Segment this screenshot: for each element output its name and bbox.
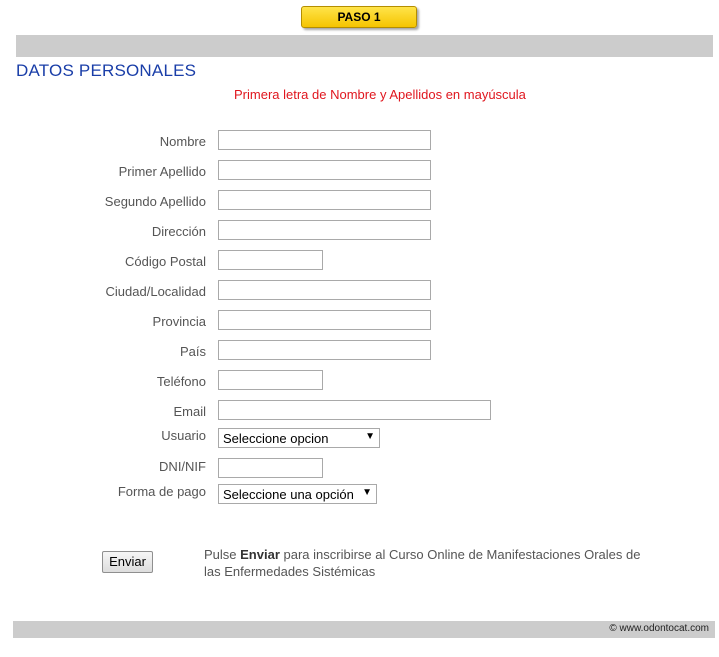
nombre-label: Nombre bbox=[159, 134, 206, 149]
dni-input[interactable] bbox=[218, 458, 323, 478]
dropdown-arrow-icon: ▼ bbox=[362, 487, 372, 498]
telefono-label: Teléfono bbox=[156, 374, 206, 389]
section-title: DATOS PERSONALES bbox=[16, 61, 197, 80]
dropdown-arrow-icon: ▼ bbox=[365, 431, 375, 442]
enviar-button[interactable]: Enviar bbox=[102, 551, 153, 573]
ciudad-label: Ciudad/Localidad bbox=[105, 284, 206, 299]
forma-pago-selected-value: Seleccione una opción bbox=[223, 487, 354, 502]
ciudad-input[interactable] bbox=[218, 280, 431, 300]
primer-apellido-input[interactable] bbox=[218, 160, 431, 180]
pais-label: País bbox=[179, 344, 206, 359]
dni-label: DNI/NIF bbox=[159, 459, 206, 474]
provincia-label: Provincia bbox=[152, 314, 206, 329]
email-label: Email bbox=[173, 404, 206, 419]
direccion-input[interactable] bbox=[218, 220, 431, 240]
forma-pago-select[interactable] bbox=[218, 484, 377, 504]
header-bar bbox=[16, 35, 713, 57]
codigo-postal-input[interactable] bbox=[218, 250, 323, 270]
segundo-apellido-label: Segundo Apellido bbox=[104, 194, 206, 209]
step-badge: PASO 1 bbox=[301, 6, 417, 28]
capitalization-notice: Primera letra de Nombre y Apellidos en mayúscula bbox=[234, 87, 526, 102]
segundo-apellido-input[interactable] bbox=[218, 190, 431, 210]
email-input[interactable] bbox=[218, 400, 491, 420]
nombre-input[interactable] bbox=[218, 130, 431, 150]
usuario-label: Usuario bbox=[161, 428, 206, 443]
provincia-input[interactable] bbox=[218, 310, 431, 330]
forma-pago-label: Forma de pago bbox=[117, 484, 206, 499]
codigo-postal-label: Código Postal bbox=[125, 254, 206, 269]
primer-apellido-label: Primer Apellido bbox=[118, 164, 206, 179]
usuario-select[interactable] bbox=[218, 428, 380, 448]
pais-input[interactable] bbox=[218, 340, 431, 360]
footer-bar bbox=[13, 621, 715, 638]
copyright-text: © www.odontocat.com bbox=[609, 623, 709, 634]
usuario-selected-value: Seleccione opcion bbox=[223, 431, 329, 446]
submit-instructions: Pulse Enviar para inscribirse al Curso Online de Manifestaciones Orales de las Enfermedades Sistémicas bbox=[204, 547, 641, 579]
telefono-input[interactable] bbox=[218, 370, 323, 390]
direccion-label: Dirección bbox=[151, 224, 206, 239]
